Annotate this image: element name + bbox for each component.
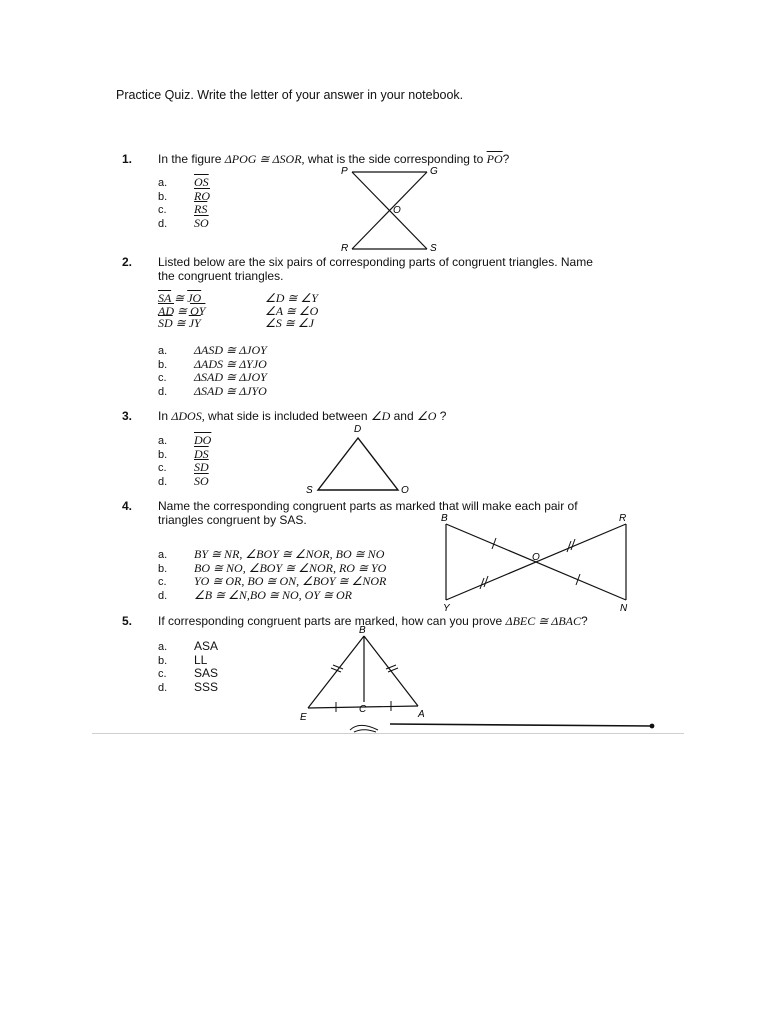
q5-segment-be (308, 636, 364, 708)
q5-number: 5. (122, 614, 133, 628)
q5-option-d[interactable]: SSS (194, 679, 219, 694)
q3-label-o: O (401, 485, 409, 496)
q4-prompt-line2: triangles congruent by SAS. (158, 513, 307, 527)
q4-tick-yo-2 (484, 576, 488, 587)
q5-option-c-letter: c. (158, 668, 167, 680)
q2-options (158, 344, 267, 398)
q2-pairs-left: $\overline{SA}$ ≅ $\overline{JO}$ $\overline{AD}$ ≅ $\overline{OY}$ $\overline{SD}$ ≅ $\overline{JY}$ (158, 291, 206, 330)
q2-option-a[interactable]: ΔASD ≅ ΔJOY (194, 343, 267, 357)
q5-option-b-letter: b. (158, 654, 168, 667)
q1-options (158, 176, 210, 230)
q4-label-y: Y (443, 603, 450, 614)
q2-option-b[interactable]: ΔADS ≅ ΔYJO (194, 356, 267, 371)
q2-pair3-a: $\overline{SD}$ (158, 316, 173, 330)
q2-option-c[interactable]: ΔSAD ≅ ΔJOY (194, 370, 267, 384)
q5-underline-stroke (390, 724, 652, 726)
quiz-title: Practice Quiz. Write the letter of your answer in your notebook. (116, 88, 464, 102)
q1-option-c[interactable]: $\overline{RS}$ (194, 202, 208, 216)
q5-label-c: C (359, 704, 367, 715)
q2-option-a-letter: a. (158, 345, 168, 357)
q1-end: ? (502, 152, 510, 166)
q1-option-a[interactable]: $\overline{OS}$ (194, 175, 209, 189)
q1-suffix: what is the side corresponding to (304, 152, 487, 166)
q3-option-d[interactable]: $\overline{SO}$ (194, 473, 209, 488)
q3-figure (300, 420, 420, 498)
q3-triangle: ΔDOS, (171, 409, 205, 423)
q4-label-b: B (441, 513, 448, 524)
q2-pair1-a: $\overline{SA}$ (158, 291, 172, 305)
q1-label-o: O (393, 205, 401, 216)
q1-label-r: R (341, 243, 349, 254)
q3-and: and (390, 409, 417, 423)
q4-option-c[interactable]: YO ≅ OR, BO ≅ ON, ∠BOY ≅ ∠NOR (194, 574, 387, 588)
q3-label-s: S (306, 485, 313, 496)
q5-prefix: If corresponding congruent parts are marked, how can you prove (158, 614, 506, 628)
q2-prompt-line1: Listed below are the six pairs of corresponding parts of congruent triangles. Name (158, 255, 593, 269)
q3-option-a-letter: a. (158, 435, 168, 447)
q5-label-e: E (300, 712, 307, 723)
q4-option-d[interactable]: ∠B ≅ ∠N,BO ≅ NO, OY ≅ OR (194, 587, 353, 602)
q1-label-g: G (430, 166, 438, 177)
q5-underline-dot (650, 724, 655, 729)
q5-scribble-mark (350, 725, 378, 732)
q5-end: ? (581, 614, 588, 628)
q2-pair3-b: $\overline{JY}$ (188, 316, 201, 330)
q2-prompt-line2: the congruent triangles. (158, 269, 284, 283)
q2-pair2-b: $\overline{OY}$ (190, 303, 206, 318)
q4-tick-or-1 (567, 541, 571, 552)
q2-option-d[interactable]: ΔSAD ≅ ΔJYO (194, 383, 267, 398)
q2-angle-pair2: ∠A ≅ ∠O (265, 303, 319, 318)
q2-pair2-a: $\overline{AD}$ (158, 303, 174, 318)
q5-label-a: A (418, 709, 425, 720)
q3-option-a[interactable]: $\overline{DO}$ (194, 433, 212, 447)
q3-options (158, 434, 211, 488)
q4-tick-yo-1 (480, 578, 484, 589)
q1-option-b-letter: b. (158, 190, 168, 203)
q5-label-b: B (359, 625, 366, 636)
q4-label-o: O (532, 552, 540, 563)
page-edge-divider (92, 733, 684, 734)
q3-middle: what side is included between (204, 409, 371, 423)
q3-option-b-letter: b. (158, 448, 168, 461)
q2-option-d-letter: d. (158, 385, 168, 398)
q4-option-c-letter: c. (158, 576, 167, 588)
q2-option-b-letter: b. (158, 358, 168, 371)
q3-number: 3. (122, 409, 133, 423)
q4-tick-or-2 (571, 539, 575, 550)
q5-option-a[interactable]: ASA (194, 639, 219, 653)
q1-label-s: S (430, 243, 437, 254)
q4-option-a-letter: a. (158, 549, 168, 561)
q1-option-d[interactable]: $\overline{SO}$ (194, 215, 209, 230)
q2-pairs-right (265, 292, 318, 330)
q1-number: 1. (122, 152, 133, 166)
q4-label-r: R (619, 513, 627, 524)
q2-number: 2. (122, 255, 133, 269)
q1-prefix: In the figure (158, 152, 225, 166)
q1-option-b[interactable]: $\overline{RO}$ (194, 188, 210, 203)
q2-option-c-letter: c. (158, 372, 167, 384)
q3-end: ? (436, 409, 447, 423)
q2-prompt (158, 255, 593, 283)
q1-option-c-letter: c. (158, 204, 167, 216)
q3-angle-d: ∠D (370, 409, 391, 423)
q4-option-a[interactable]: BY ≅ NR, ∠BOY ≅ ∠NOR, BO ≅ NO (194, 547, 385, 561)
q3-label-d: D (354, 424, 362, 435)
q5-option-c[interactable]: SAS (194, 666, 219, 680)
q5-figure (296, 622, 666, 734)
q3-angle-o: ∠O (416, 409, 437, 423)
q4-option-d-letter: d. (158, 589, 168, 602)
q3-prefix: In (158, 409, 172, 423)
q1-label-p: P (341, 166, 348, 177)
q5-congruence: ΔBEC ≅ ΔBAC (505, 614, 581, 628)
q3-option-c-letter: c. (158, 462, 167, 474)
q5-option-d-letter: d. (158, 681, 168, 694)
q4-option-b[interactable]: BO ≅ NO, ∠BOY ≅ ∠NOR, RO ≅ YO (194, 560, 387, 575)
q4-figure (436, 510, 646, 616)
q1-option-a-letter: a. (158, 177, 168, 189)
q3-option-c[interactable]: $\overline{SD}$ (194, 460, 209, 474)
q3-option-b[interactable]: $\overline{DS}$ (194, 446, 209, 461)
q4-options (158, 548, 386, 602)
q4-label-n: N (620, 603, 628, 614)
q3-triangle-dos (318, 438, 398, 490)
q4-number: 4. (122, 499, 133, 513)
q2-angle-pair3: ∠S ≅ ∠J (265, 316, 314, 330)
q1-congruence: ΔPOG ≅ ΔSOR, (224, 152, 305, 166)
q1-option-d-letter: d. (158, 217, 168, 230)
q2-angle-pair1: ∠D ≅ ∠Y (265, 291, 318, 305)
q5-options (158, 640, 218, 694)
q5-option-b[interactable]: LL (194, 652, 208, 667)
q1-figure (330, 162, 450, 258)
q4-option-b-letter: b. (158, 562, 168, 575)
q2-pair1-b: $\overline{JO}$ (187, 291, 202, 305)
q4-prompt-line1: Name the corresponding congruent parts as marked that will make each pair of (158, 499, 578, 513)
q3-option-d-letter: d. (158, 475, 168, 488)
q5-option-a-letter: a. (158, 641, 168, 653)
q1-target-segment: $\overline{PO}$ (486, 152, 503, 166)
